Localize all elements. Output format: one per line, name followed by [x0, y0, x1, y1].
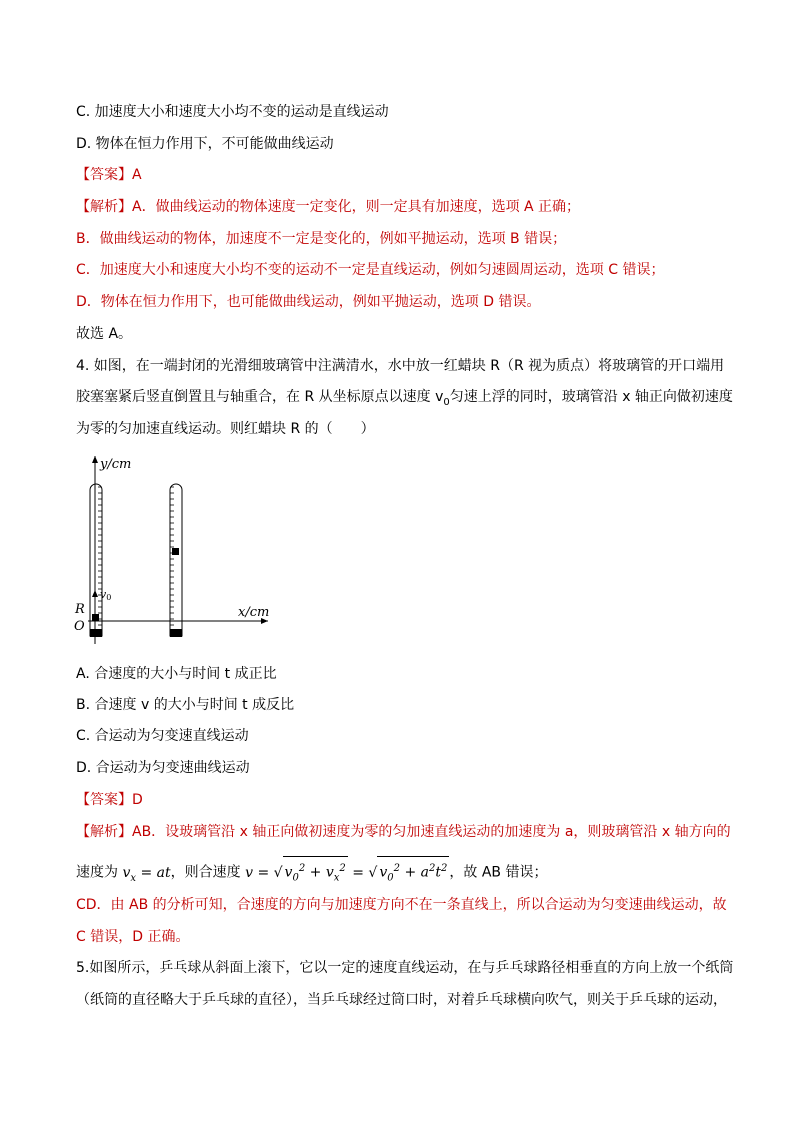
formula-v: v = √ $v_0^2 + v_x^2$ = √ $v_0^2 + a^2t^2$ — [245, 865, 449, 881]
q3-analysis-a — [76, 197, 580, 217]
q4-analysis-cd1: CD．由 AB 的分析可知，合速度的方向与加速度方向不在一条直线上，所以合运动为匀变速曲线运动，故 — [76, 897, 727, 913]
answer-tag: 【答案】 — [76, 167, 132, 183]
v0-label: v0 — [100, 588, 112, 602]
answer-value: D — [132, 792, 143, 808]
q3-analysis-c: C．加速度大小和速度大小均不变的运动不一定是直线运动，例如匀速圆周运动，选项 C 错误； — [76, 262, 665, 278]
answer-value: A — [132, 167, 142, 183]
q4-analysis-cd2: C 错误，D 正确。 — [76, 929, 190, 945]
q3-analysis-b: B．做曲线运动的物体，加速度不一定是变化的，例如平抛运动，选项 B 错误； — [76, 231, 567, 247]
q3-option-d: D. 物体在恒力作用下，不可能做曲线运动 — [76, 136, 334, 152]
q4-stem-sub: 0 — [443, 396, 450, 408]
q4-stem-line2-b: 匀速上浮的同时，玻璃管沿 x 轴正向做初速度 — [449, 389, 733, 405]
q3-conclusion: 故选 A。 — [76, 326, 133, 342]
q4-stem-line1: 4. 如图，在一端封闭的光滑细玻璃管中注满清水，水中放一红蜡块 R（R 视为质点）将玻璃管的开口端用 — [76, 358, 725, 374]
q4-stem-line2-a: 胶塞塞紧后竖直倒置且与轴重合，在 R 从坐标原点以速度 v — [76, 389, 444, 405]
analysis-text: A．做曲线运动的物体速度一定变化，则一定具有加速度，选项 A 正确； — [132, 199, 581, 215]
formula-middle: ，则合速度 — [170, 864, 241, 881]
q4-option-a: A. 合速度的大小与时间 t 成正比 — [76, 666, 277, 682]
q4-option-b: B. 合速度 v 的大小与时间 t 成反比 — [76, 697, 295, 713]
q5-stem-line2: （纸筒的直径略大于乒乓球的直径），当乒乓球经过筒口时，对着乒乓球横向吹气，则关于乒乓球的运动， — [76, 992, 727, 1008]
q5-stem-line1: 5.如图所示，乒乓球从斜面上滚下，它以一定的速度直线运动，在与乒乓球路径相垂直的方向上放一个纸筒 — [76, 960, 734, 976]
q3-option-c: C. 加速度大小和速度大小均不变的运动是直线运动 — [76, 104, 389, 120]
q4-analysis-formula-line — [76, 856, 547, 890]
formula-vx: $v_x$ = at — [122, 864, 171, 884]
formula-suffix: ，故 AB 错误； — [449, 864, 548, 881]
r-label: R — [75, 602, 85, 617]
x-axis-label: x/cm — [238, 605, 270, 620]
analysis-tag: 【解析】 — [76, 199, 132, 215]
y-axis-label: y/cm — [100, 457, 132, 472]
analysis-text: AB．设玻璃管沿 x 轴正向做初速度为零的匀加速直线运动的加速度为 a，则玻璃管沿 x 轴方向的 — [132, 824, 731, 840]
answer-tag: 【答案】 — [76, 792, 132, 808]
q4-stem-line2 — [76, 387, 733, 413]
q4-stem-line3: 为零的匀加速直线运动。则红蜡块 R 的（ ） — [76, 421, 375, 437]
wax-block-r — [92, 614, 99, 621]
wax-block-moved — [172, 548, 179, 555]
origin-label: O — [74, 619, 85, 634]
glass-tube-figure — [70, 448, 280, 648]
q4-answer — [76, 790, 143, 810]
q4-option-c: C. 合运动为匀变速直线运动 — [76, 728, 249, 744]
q3-analysis-d: D．物体在恒力作用下，也可能做曲线运动，例如平抛运动，选项 D 错误。 — [76, 294, 541, 310]
glass-tube-right — [170, 484, 182, 637]
q3-answer — [76, 165, 142, 185]
formula-prefix: 速度为 — [76, 864, 118, 881]
q4-analysis-ab — [76, 822, 731, 842]
analysis-tag: 【解析】 — [76, 824, 132, 840]
q4-option-d: D. 合运动为匀变速曲线运动 — [76, 760, 250, 776]
